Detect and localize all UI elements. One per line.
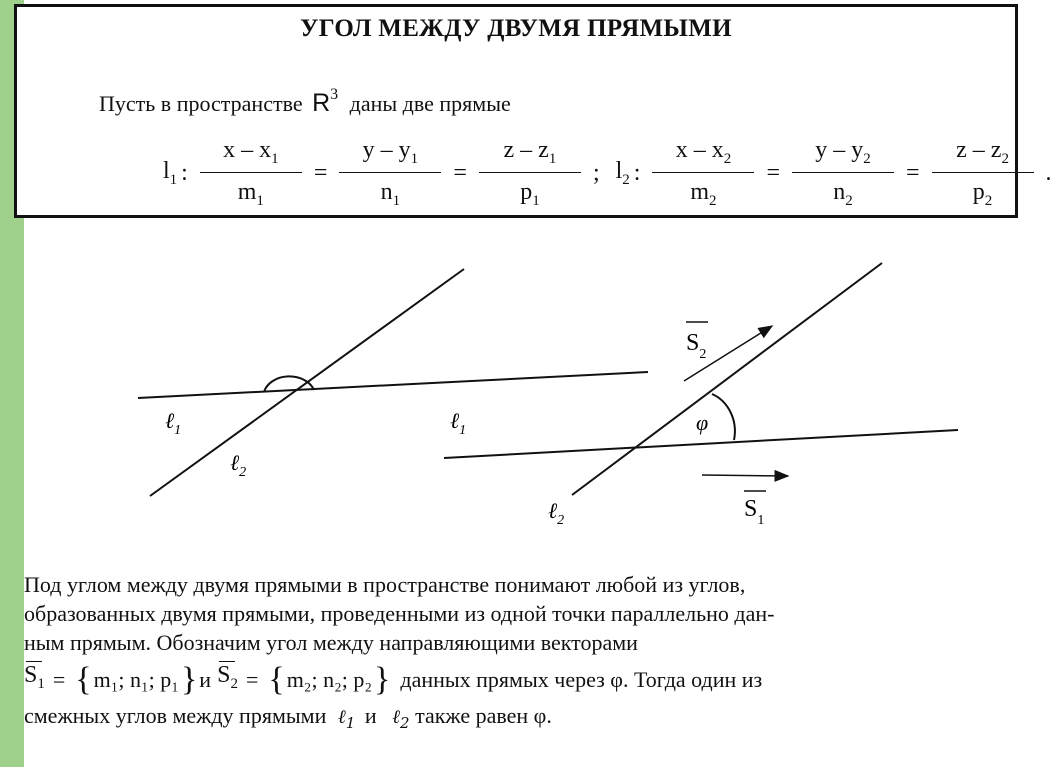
definition-text — [24, 570, 994, 738]
fraction-x2: $\frac{x - x_2}{m_2}$ — [652, 137, 754, 210]
vector-s1-arrow — [702, 475, 788, 476]
left-label-l1: ℓ$_1$ — [165, 408, 182, 438]
right-line-l2 — [572, 263, 882, 495]
definition-box — [14, 4, 1052, 218]
vector-s1: $S_1$ — [24, 661, 45, 699]
fraction-x1: $\frac{x - x_1}{m_1}$ — [200, 137, 302, 210]
right-label-l1: ℓ$_1$ — [450, 408, 467, 438]
fraction-z2: $\frac{z - z_2}{p_2}$ — [932, 137, 1034, 210]
space-exponent: 3 — [330, 85, 339, 103]
vector-s2-label: $S_2$ — [686, 330, 707, 362]
vector-s2: $S_2$ — [217, 661, 238, 699]
lines-diagram — [0, 218, 1024, 568]
left-line-l1 — [138, 372, 648, 398]
lines-equations: $l_1$ : $\frac{x - x_1}{m_1}$ = $\frac{y - y_1}{n_1}$ = $\frac{z - z_1}{p_1}$ ; $l_2$ : $\frac{x - x_2}{m_2}$ = $\frac{y - y_2}{n_2}$ = $\frac{z - z_2}{p_2}$ . — [163, 136, 1052, 209]
angle-phi-arc — [712, 394, 735, 440]
fraction-z1: $\frac{z - z_1}{p_1}$ — [479, 137, 581, 210]
line2-name: $l_2$ — [615, 157, 630, 188]
text-line-4: $S_1$ = { m₁; n₁; p₁ } и $S_2$ = { m₂; n₂; p₂ } данных прямых через φ. Тогда один из — [24, 660, 763, 698]
vector-s2-components: m₂; n₂; p₂ — [286, 667, 373, 693]
ell1-symbol: ℓ$_1$ — [337, 705, 356, 732]
ell2-symbol: ℓ$_2$ — [392, 705, 410, 732]
right-label-l2: ℓ$_2$ — [548, 498, 565, 528]
text-line-3: ным прямым. Обозначим угол между направляющими векторами — [24, 630, 638, 655]
text-line-1: Под углом между двумя прямыми в пространстве понимают любой из углов, — [24, 572, 746, 597]
vector-s1-components: m₁; n₁; p₁ — [93, 667, 179, 693]
left-label-l2: ℓ$_2$ — [230, 450, 247, 480]
space-symbol: R — [312, 89, 331, 117]
intro-after: даны две прямые — [349, 91, 511, 116]
intro-before: Пусть в пространстве — [99, 91, 303, 116]
text-line-2: образованных двумя прямыми, проведенными из одной точки параллельно дан- — [24, 601, 775, 626]
vector-s1-label: $S_1$ — [744, 496, 765, 528]
angle-phi-label: φ — [696, 410, 709, 435]
slide-title: УГОЛ МЕЖДУ ДВУМЯ ПРЯМЫМИ — [300, 15, 732, 42]
fraction-y2: $\frac{y - y_2}{n_2}$ — [792, 137, 894, 210]
line1-name: $l_1$ — [163, 157, 178, 188]
text-line-5: смежных углов между прямыми ℓ$_1$ и ℓ$_2$ также равен φ. — [24, 702, 552, 732]
fraction-y1: $\frac{y - y_1}{n_1}$ — [339, 137, 441, 210]
intro-line — [99, 85, 511, 118]
